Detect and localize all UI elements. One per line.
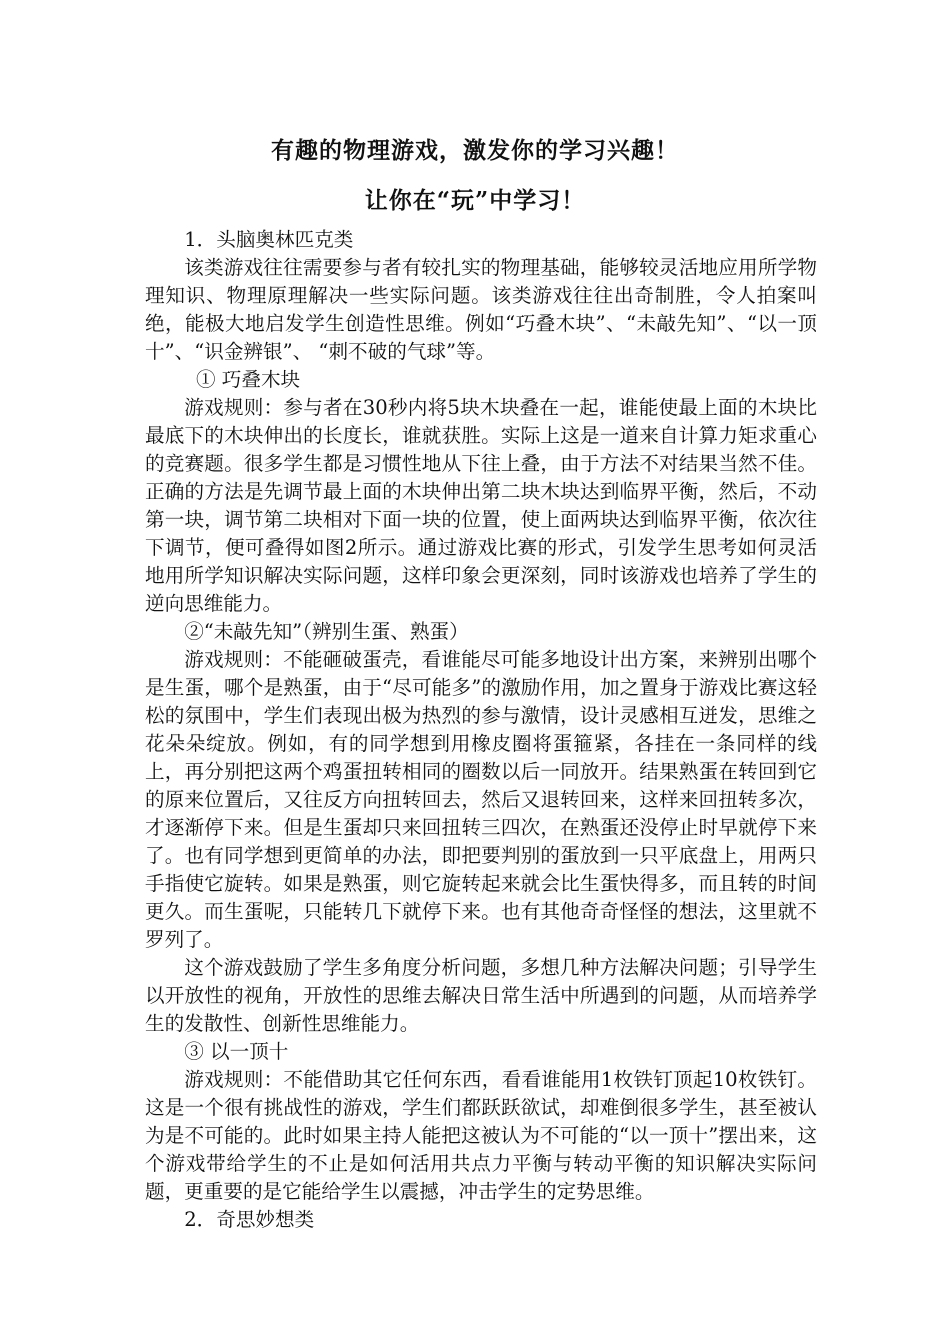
- subsection-heading: ① 巧叠木块: [195, 368, 301, 391]
- section-heading: 1．头脑奥林匹克类: [184, 228, 354, 251]
- paragraph: 游戏规则：参与者在30秒内将5块木块叠在一起，谁能使最上面的木块比最底下的木块伸出的长度长，谁就获胜。实际上这是一道来自计算力矩求重心的竞赛题。很多学生都是习惯性地从下往上叠，由于方法不对结果当然不佳。正确的方法是先调节最上面的木块伸出第二块木块达到临界平衡，然后，不动第一块，调节第二块相对下面一块的位置，使上面两块达到临界平衡，依次往下调节，便可叠得如图2所示。通过游戏比赛的形式，引发学生思考如何灵活地用所学知识解决实际问题，这样印象会更深刻，同时该游戏也培养了学生的逆向思维能力。: [145, 396, 817, 615]
- section-heading: 2．奇思妙想类: [184, 1208, 315, 1231]
- document-body: [145, 226, 817, 1234]
- subsection-heading: ②“未敲先知”（辨别生蛋、熟蛋）: [184, 620, 469, 643]
- paragraph: 这个游戏鼓励了学生多角度分析问题，多想几种方法解决问题；引导学生以开放性的视角，开放性的思维去解决日常生活中所遇到的问题，从而培养学生的发散性、创新性思维能力。: [145, 956, 817, 1035]
- document-title: 有趣的物理游戏，激发你的学习兴趣！: [271, 137, 679, 164]
- paragraph: 游戏规则：不能借助其它任何东西，看看谁能用1枚铁钉顶起10枚铁钉。这是一个很有挑战性的游戏，学生们都跃跃欲试，却难倒很多学生，甚至被认为是不可能的。此时如果主持人能把这被认为不可能的“以一顶十”摆出来，这个游戏带给学生的不止是如何活用共点力平衡与转动平衡的知识解决实际问题，更重要的是它能给学生以震撼，冲击学生的定势思维。: [145, 1068, 817, 1203]
- document-subtitle: 让你在“玩”中学习！: [364, 187, 586, 214]
- subsection-heading: ③ 以一顶十: [184, 1040, 289, 1063]
- paragraph: 游戏规则：不能砸破蛋壳，看谁能尽可能多地设计出方案，来辨别出哪个是生蛋，哪个是熟蛋，由于“尽可能多”的激励作用，加之置身于游戏比赛这轻松的氛围中，学生们表现出极为热烈的参与激情，设计灵感相互迸发，思维之花朵朵绽放。例如，有的同学想到用橡皮圈将蛋箍紧，各挂在一条同样的线上，再分别把这两个鸡蛋扭转相同的圈数以后一同放开。结果熟蛋在转回到它的原来位置后，又往反方向扭转回去，然后又退转回来，这样来回扭转多次，才逐渐停下来。但是生蛋却只来回扭转三四次，在熟蛋还没停止时早就停下来了。也有同学想到更简单的办法，即把要判别的蛋放到一只平底盘上，用两只手指使它旋转。如果是熟蛋，则它旋转起来就会比生蛋快得多，而且转的时间更久。而生蛋呢，只能转几下就停下来。也有其他奇奇怪怪的想法，这里就不罗列了。: [145, 648, 817, 951]
- paragraph: 该类游戏往往需要参与者有较扎实的物理基础，能够较灵活地应用所学物理知识、物理原理解决一些实际问题。该类游戏往往出奇制胜，令人拍案叫绝，能极大地启发学生创造性思维。例如“巧叠木块”、“未敲先知”、“以一顶十”、“识金辨银”、 “刺不破的气球”等。: [145, 256, 817, 363]
